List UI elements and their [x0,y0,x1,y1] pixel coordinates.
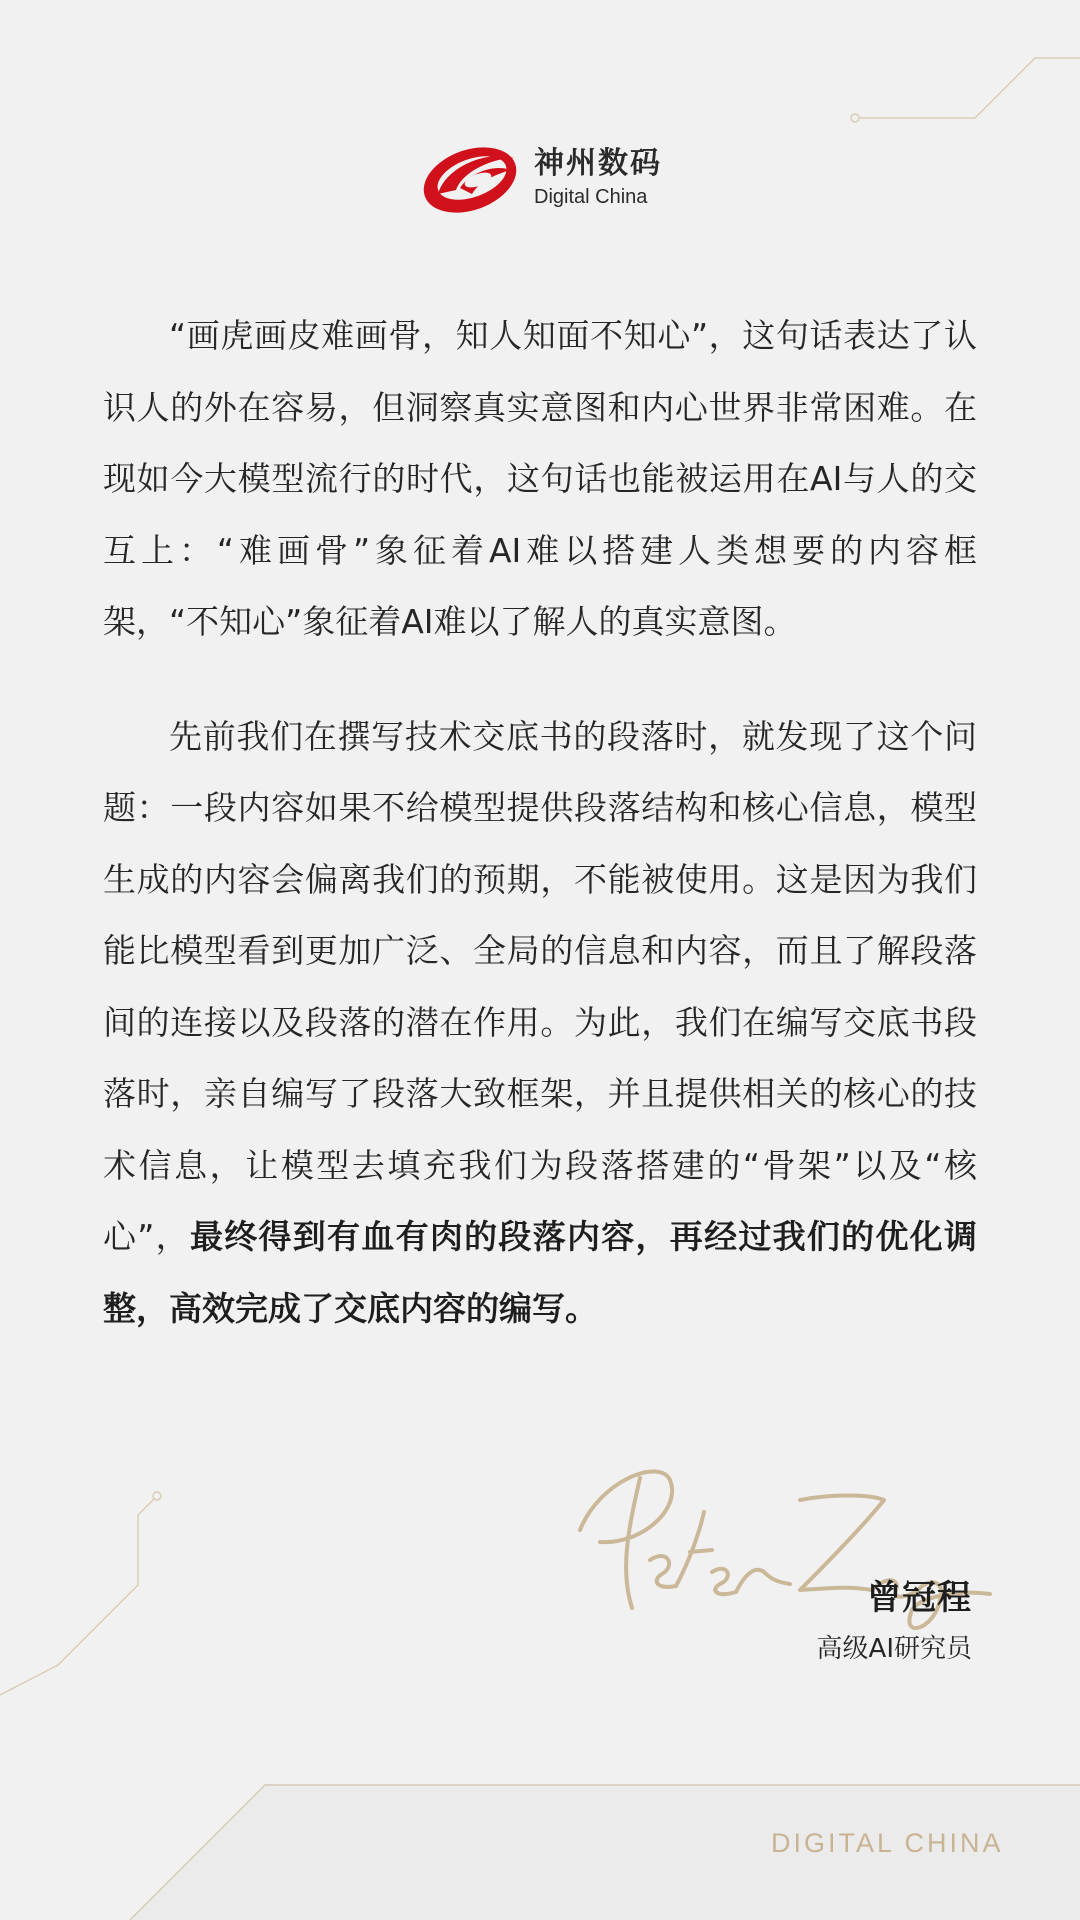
paragraph-2-text: 先前我们在撰写技术交底书的段落时，就发现了这个问题：一段内容如果不给模型提供段落结构和核心信息，模型生成的内容会偏离我们的预期，不能被使用。这是因为我们能比模型看到更加广泛、全局的信息和内容，而且了解段落间的连接以及段落的潜在作用。为此，我们在编写交底书段落时，亲自编写了段落大致框架，并且提供相关的核心的技术信息，让模型去填充我们为段落搭建的“骨架”以及“核心”， [103,716,977,1256]
signature-name: 曾冠程 [867,1578,972,1618]
footer-brand: DIGITAL CHINA [771,1828,1004,1858]
signature-title: 高级AI研究员 [816,1634,972,1664]
paragraph-2-emphasis: 最终得到有血有肉的段落内容，再经过我们的优化调整，高效完成了交底内容的编写。 [103,1217,978,1328]
logo-chinese-name: 神州数码 [534,146,662,181]
logo-english-name: Digital China [534,186,648,208]
paragraph-1: “画虎画皮难画骨，知人知面不知心”，这句话表达了认识人的外在容易，但洞察真实意图和内心世界非常困难。在现如今大模型流行的时代，这句话也能被运用在AI与人的交互上：“难画骨”象征着AI难以搭建人类想要的内容框架，“不知心”象征着AI难以了解人的真实意图。 [103,316,977,641]
